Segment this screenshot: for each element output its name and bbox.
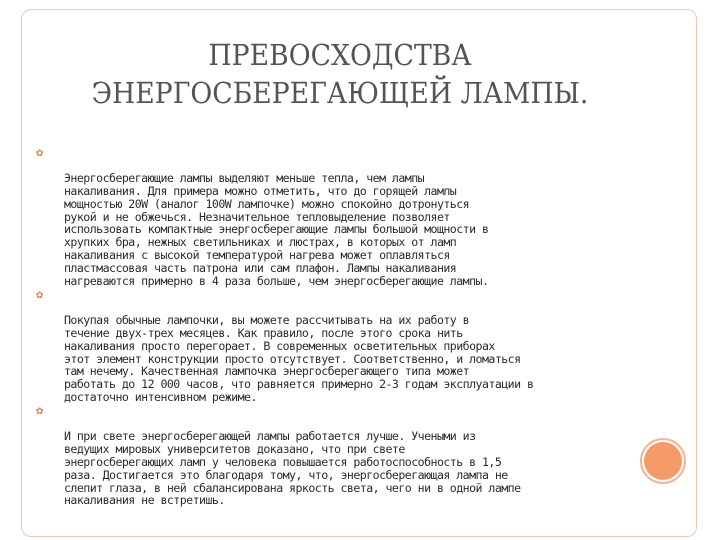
slide-title [64, 36, 616, 112]
flower-bullet-icon: ✿ [36, 286, 43, 301]
decorative-circle [644, 442, 682, 480]
bullet-text: И при свете энергосберегающей лампы работается лучше. Учеными из ведущих мировых университетов доказано, что при свете энергосберегающих ламп у человека повышается работоспособность в 1,5 раза. Достигается это благодаря тому, что, энергосберегающая лампа не слепит глаза, в ней сбалансирована яркость света, чего ни в одной лампе накаливания не встретишь. [64, 428, 521, 508]
flower-bullet-icon: ✿ [36, 145, 43, 159]
bullet-item [36, 404, 631, 507]
bullet-text: Покупая обычные лампочки, вы можете рассчитывать на их работу в течение двух-трех месяцев. Как правило, после этого срока нить накаливания просто перегорает. В современных осветительных приборах этот элемент конструкции просто отсутствует. Соответственно, и ломаться там нечему. Качественная лампочка энергосберегающего типа может работать до 12 000 часов, что равняется примерно 2-3 годам эксплуатации в достаточно интенсивном режиме. [64, 312, 534, 405]
bullet-item [36, 288, 631, 404]
title-line-1: ПРЕВОСХОДСТВА [208, 38, 472, 72]
bullet-list [36, 146, 631, 507]
flower-bullet-icon: ✿ [36, 403, 43, 418]
bullet-item [36, 146, 631, 288]
title-line-2: ЭНЕРГОСБЕРЕГАЮЩЕЙ ЛАМПЫ. [91, 76, 589, 110]
bullet-text: Энергосберегающие лампы выделяют меньше тепла, чем лампы накаливания. Для примера можно отметить, что до горящей лампы мощностью 20W (аналог 100W лампочке) можно спокойно дотронуться рукой и не обжечься. Незначительное тепловыделение позволяет использовать компактные энергосберегающие лампы большой мощности в хрупких бра, нежных светильниках и люстрах, в которых от ламп накаливания с высокой температурой нагрева может оплавляться пластмассовая часть патрона или сам плафон. Лампы накаливания нагреваются примерно в 4 раза больше, чем энергосберегающие лампы. [64, 170, 489, 289]
